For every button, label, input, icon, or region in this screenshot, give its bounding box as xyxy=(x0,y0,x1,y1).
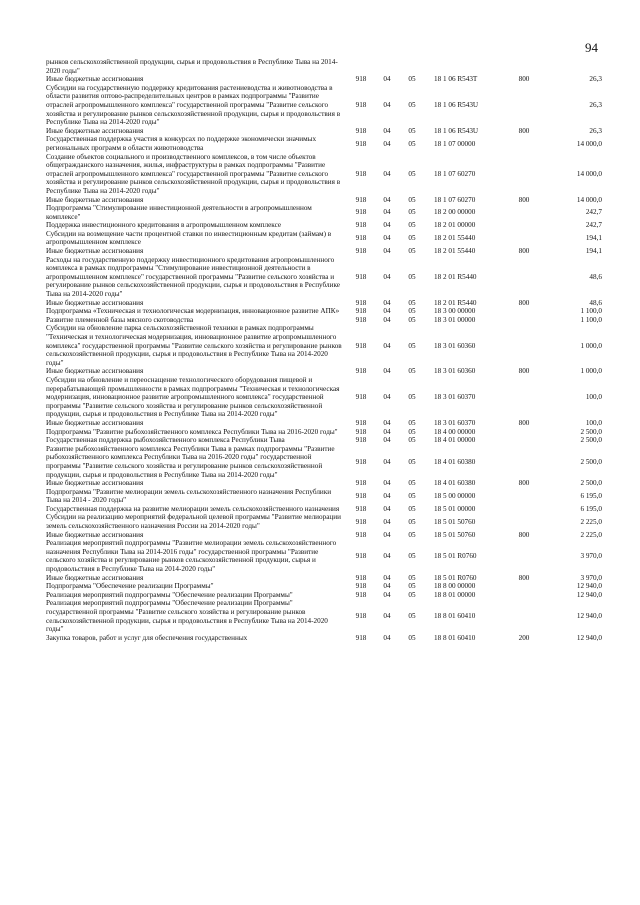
table-row xyxy=(46,574,602,583)
row-description: Иные бюджетные ассигнования xyxy=(46,573,144,582)
cell-amount: 2 225,0 xyxy=(580,517,602,526)
cell-amount: 194,1 xyxy=(585,247,602,256)
table-row xyxy=(46,513,602,530)
cell-target-article: 18 3 01 60370 xyxy=(434,418,476,427)
cell-amount: 1 000,0 xyxy=(580,367,602,376)
cell-target-article: 18 1 07 60270 xyxy=(434,169,476,178)
cell-target-article: 18 8 01 60410 xyxy=(434,633,476,642)
table-row xyxy=(46,127,602,136)
cell-subsection: 05 xyxy=(408,517,416,526)
row-description: Создание объектов социального и производственного комплексов, в том числе объектов общегражданского назначения, жилья, инфраструктуры в рамках подпрограммы "Развитие отраслей агропромышленного комплекса" государственной программы "Развитие сельского хозяйства и регулирование рынков сельскохозяйственной продукции, сырья и продовольствия в Республике Тыва на 2014-2020 годы" xyxy=(46,152,341,195)
row-description: Развитие рыбохозяйственного комплекса Республики Тыва в рамках подпрограммы "Развитие рыбохозяйственного комплекса Республики Тыва на 2016-2020 годы" государственной программы "Развитие сельского хозяйства и регулирование рынков сельскохозяйственной продукции, сырья и продовольствия в Республике Тыва на 2014-2020 годы" xyxy=(46,444,335,479)
cell-ministry-code: 918 xyxy=(355,341,367,350)
cell-expense-type: 800 xyxy=(518,573,530,582)
cell-section: 04 xyxy=(383,590,391,599)
table-row xyxy=(46,135,602,152)
cell-expense-type: 800 xyxy=(518,126,530,135)
cell-ministry-code: 918 xyxy=(355,612,367,621)
row-description: Государственная поддержка на развитие мелиорации земель сельскохозяйственного назначения xyxy=(46,504,340,513)
budget-table xyxy=(46,58,602,642)
cell-ministry-code: 918 xyxy=(355,315,367,324)
cell-amount: 26,3 xyxy=(589,100,602,109)
cell-amount: 242,7 xyxy=(585,208,602,217)
cell-section: 04 xyxy=(383,418,391,427)
cell-amount: 14 000,0 xyxy=(576,169,602,178)
cell-ministry-code: 918 xyxy=(355,436,367,445)
row-description: Субсидии на государственную поддержку кредитования растениеводства и животноводства в области развития оптово-распределительных центров в рамках подпрограммы "Развитие отраслей агропромышленного комплекса" государственной программы "Развитие сельского хозяйства и регулирование рынков сельскохозяйственной продукции, сырья и продовольствия в Республике Тыва на 2014-2020 годы" xyxy=(46,83,341,127)
table-row xyxy=(46,505,602,514)
cell-target-article: 18 1 06 R543T xyxy=(434,75,478,84)
cell-ministry-code: 918 xyxy=(355,582,367,591)
cell-ministry-code: 918 xyxy=(355,100,367,109)
cell-ministry-code: 918 xyxy=(355,517,367,526)
cell-amount: 48,6 xyxy=(589,272,602,281)
table-row xyxy=(46,599,602,633)
cell-section: 04 xyxy=(383,427,391,436)
cell-amount: 12 940,0 xyxy=(576,633,602,642)
cell-subsection: 05 xyxy=(408,530,416,539)
cell-target-article: 18 5 01 R0760 xyxy=(434,552,477,561)
cell-expense-type: 800 xyxy=(518,530,530,539)
cell-ministry-code: 918 xyxy=(355,195,367,204)
table-row xyxy=(46,75,602,84)
cell-ministry-code: 918 xyxy=(355,530,367,539)
cell-section: 04 xyxy=(383,234,391,243)
cell-section: 04 xyxy=(383,100,391,109)
cell-amount: 3 970,0 xyxy=(580,552,602,561)
cell-subsection: 05 xyxy=(408,208,416,217)
cell-subsection: 05 xyxy=(408,582,416,591)
cell-section: 04 xyxy=(383,457,391,466)
cell-amount: 2 500,0 xyxy=(580,479,602,488)
cell-ministry-code: 918 xyxy=(355,221,367,230)
cell-target-article: 18 8 01 60410 xyxy=(434,612,476,621)
cell-subsection: 05 xyxy=(408,272,416,281)
cell-amount: 194,1 xyxy=(585,234,602,243)
cell-amount: 2 500,0 xyxy=(580,436,602,445)
cell-amount: 26,3 xyxy=(589,126,602,135)
cell-ministry-code: 918 xyxy=(355,298,367,307)
row-description: Подпрограмма "Развитие мелиорации земель сельскохозяйственного назначения Республики Тыва на 2014 - 2020 годы" xyxy=(46,487,332,505)
cell-subsection: 05 xyxy=(408,479,416,488)
cell-section: 04 xyxy=(383,436,391,445)
row-description: Иные бюджетные ассигнования xyxy=(46,418,144,427)
cell-amount: 2 225,0 xyxy=(580,530,602,539)
cell-subsection: 05 xyxy=(408,315,416,324)
cell-ministry-code: 918 xyxy=(355,573,367,582)
table-row xyxy=(46,634,602,643)
row-description: Иные бюджетные ассигнования xyxy=(46,367,144,376)
cell-section: 04 xyxy=(383,298,391,307)
cell-ministry-code: 918 xyxy=(355,393,367,402)
cell-section: 04 xyxy=(383,75,391,84)
cell-expense-type: 800 xyxy=(518,298,530,307)
table-row xyxy=(46,204,602,221)
row-description: Подпрограмма "Развитие рыбохозяйственного комплекса Республики Тыва на 2016-2020 годы" xyxy=(46,427,338,436)
cell-section: 04 xyxy=(383,612,391,621)
cell-section: 04 xyxy=(383,573,391,582)
table-row xyxy=(46,58,602,75)
row-description: Иные бюджетные ассигнования xyxy=(46,247,144,256)
table-row xyxy=(46,436,602,445)
cell-amount: 1 100,0 xyxy=(580,315,602,324)
cell-amount: 12 940,0 xyxy=(576,590,602,599)
cell-subsection: 05 xyxy=(408,427,416,436)
cell-subsection: 05 xyxy=(408,393,416,402)
cell-ministry-code: 918 xyxy=(355,75,367,84)
table-row xyxy=(46,539,602,573)
row-description: Реализация мероприятий подпрограммы "Развитие мелиорации земель сельскохозяйственного назначения Республики Тыва на 2014-2016 годы" государственной программы "Развитие сельского хозяйства и регулирование рынков сельскохозяйственной продукции, сырья и продовольствия в Республике Тыва на 2014-2020 годы" xyxy=(46,539,337,574)
cell-expense-type: 800 xyxy=(518,418,530,427)
table-row xyxy=(46,531,602,540)
cell-target-article: 18 1 06 R543U xyxy=(434,126,479,135)
cell-amount: 12 940,0 xyxy=(576,582,602,591)
cell-section: 04 xyxy=(383,504,391,513)
cell-section: 04 xyxy=(383,552,391,561)
table-row xyxy=(46,221,602,230)
table-row xyxy=(46,591,602,600)
cell-section: 04 xyxy=(383,517,391,526)
cell-ministry-code: 918 xyxy=(355,633,367,642)
cell-section: 04 xyxy=(383,393,391,402)
row-description: Субсидии на обновление парка сельскохозяйственной техники в рамках подпрограммы "Техническая и технологическая модернизация, инновационное развитие агропромышленного комплекса" государственной программы "Развитие сельского хозяйства и регулирование рынков сельскохозяйственной продукции, сырья и продовольствия в Республике Тыва на 2014-2020 годы" xyxy=(46,324,342,367)
page-number: 94 xyxy=(585,40,598,55)
cell-section: 04 xyxy=(383,195,391,204)
cell-subsection: 05 xyxy=(408,612,416,621)
row-description: Иные бюджетные ассигнования xyxy=(46,479,144,488)
cell-ministry-code: 918 xyxy=(355,504,367,513)
cell-amount: 1 000,0 xyxy=(580,341,602,350)
cell-target-article: 18 5 01 50760 xyxy=(434,517,476,526)
table-row xyxy=(46,324,602,367)
cell-subsection: 05 xyxy=(408,221,416,230)
cell-amount: 100,0 xyxy=(585,418,602,427)
cell-subsection: 05 xyxy=(408,436,416,445)
cell-target-article: 18 3 00 00000 xyxy=(434,307,476,316)
cell-ministry-code: 918 xyxy=(355,590,367,599)
cell-amount: 6 195,0 xyxy=(580,504,602,513)
cell-ministry-code: 918 xyxy=(355,234,367,243)
row-description: Подпрограмма "Стимулирование инвестиционной деятельности в агропромышленном комплексе" xyxy=(46,204,312,221)
row-description: Иные бюджетные ассигнования xyxy=(46,530,144,539)
cell-target-article: 18 4 00 00000 xyxy=(434,427,476,436)
cell-expense-type: 800 xyxy=(518,75,530,84)
table-row xyxy=(46,316,602,325)
cell-target-article: 18 5 01 00000 xyxy=(434,504,476,513)
cell-target-article: 18 2 01 R5440 xyxy=(434,298,477,307)
table-row xyxy=(46,445,602,479)
cell-amount: 14 000,0 xyxy=(576,139,602,148)
cell-target-article: 18 3 01 00000 xyxy=(434,315,476,324)
row-description: Расходы на государственную поддержку инвестиционного кредитования агропромышленного комплекса в рамках подпрограммы "Стимулирование инвестиционной деятельности в агропромышленном комплексе" государственной программы "Развитие сельского хозяйства и регулирование рынков сельскохозяйственной продукции, сырья и продовольствия в Республике Тыва на 2014-2020 годы" xyxy=(46,255,340,299)
cell-section: 04 xyxy=(383,315,391,324)
cell-subsection: 05 xyxy=(408,418,416,427)
cell-ministry-code: 918 xyxy=(355,427,367,436)
cell-target-article: 18 1 07 00000 xyxy=(434,139,476,148)
cell-expense-type: 800 xyxy=(518,367,530,376)
row-description: Субсидии на реализацию мероприятий федеральной целевой программы "Развитие мелиорации земель сельскохозяйственного назначения России на 2014-2020 годы" xyxy=(46,513,341,531)
cell-target-article: 18 2 01 00000 xyxy=(434,221,476,230)
cell-subsection: 05 xyxy=(408,552,416,561)
cell-expense-type: 800 xyxy=(518,479,530,488)
cell-ministry-code: 918 xyxy=(355,552,367,561)
cell-subsection: 05 xyxy=(408,504,416,513)
cell-ministry-code: 918 xyxy=(355,247,367,256)
row-description: Государственная поддержка участия в конкурсах по поддержке экономически значимых региональных программ в области животноводства xyxy=(46,135,317,152)
row-description: Иные бюджетные ассигнования xyxy=(46,75,144,84)
cell-section: 04 xyxy=(383,582,391,591)
cell-expense-type: 200 xyxy=(518,633,530,642)
cell-ministry-code: 918 xyxy=(355,126,367,135)
cell-section: 04 xyxy=(383,479,391,488)
cell-ministry-code: 918 xyxy=(355,367,367,376)
cell-subsection: 05 xyxy=(408,298,416,307)
cell-subsection: 05 xyxy=(408,341,416,350)
cell-section: 04 xyxy=(383,307,391,316)
row-description: Поддержка инвестиционного кредитования в агропромышленном комплексе xyxy=(46,221,282,230)
cell-section: 04 xyxy=(383,272,391,281)
cell-ministry-code: 918 xyxy=(355,307,367,316)
cell-amount: 2 500,0 xyxy=(580,457,602,466)
row-description: Реализация мероприятий подпрограммы "Обеспечение реализации Программы" xyxy=(46,590,293,599)
table-row xyxy=(46,196,602,205)
table-row xyxy=(46,153,602,196)
table-row xyxy=(46,376,602,419)
cell-section: 04 xyxy=(383,530,391,539)
cell-subsection: 05 xyxy=(408,247,416,256)
cell-expense-type: 800 xyxy=(518,195,530,204)
cell-subsection: 05 xyxy=(408,139,416,148)
cell-ministry-code: 918 xyxy=(355,479,367,488)
cell-ministry-code: 918 xyxy=(355,457,367,466)
cell-section: 04 xyxy=(383,208,391,217)
cell-amount: 48,6 xyxy=(589,298,602,307)
row-description: Иные бюджетные ассигнования xyxy=(46,195,144,204)
cell-target-article: 18 2 01 55440 xyxy=(434,247,476,256)
cell-subsection: 05 xyxy=(408,100,416,109)
cell-target-article: 18 3 01 60360 xyxy=(434,341,476,350)
table-row xyxy=(46,419,602,428)
cell-target-article: 18 4 01 60380 xyxy=(434,479,476,488)
row-description: Подпрограмма «Техническая и технологическая модернизация, инновационное развитие АПК» xyxy=(46,307,340,316)
table-row xyxy=(46,367,602,376)
cell-target-article: 18 1 07 60270 xyxy=(434,195,476,204)
cell-ministry-code: 918 xyxy=(355,139,367,148)
table-row xyxy=(46,307,602,316)
cell-expense-type: 800 xyxy=(518,247,530,256)
row-description: рынков сельскохозяйственной продукции, сырья и продовольствия в Республике Тыва на 2014-2020 годы" xyxy=(46,58,338,75)
cell-amount: 3 970,0 xyxy=(580,573,602,582)
cell-amount: 12 940,0 xyxy=(576,612,602,621)
cell-subsection: 05 xyxy=(408,573,416,582)
cell-subsection: 05 xyxy=(408,75,416,84)
cell-section: 04 xyxy=(383,341,391,350)
table-row xyxy=(46,230,602,247)
cell-section: 04 xyxy=(383,221,391,230)
cell-target-article: 18 1 06 R543U xyxy=(434,100,479,109)
cell-ministry-code: 918 xyxy=(355,208,367,217)
cell-target-article: 18 5 00 00000 xyxy=(434,491,476,500)
cell-subsection: 05 xyxy=(408,307,416,316)
row-description: Реализация мероприятий подпрограммы "Обеспечение реализации Программы" государственной программы "Развитие сельского хозяйства и регулирование рынков сельскохозяйственной продукции, сырья и продовольствия в Республике Тыва на 2014-2020 годы" xyxy=(46,599,328,634)
row-description: Государственная поддержка рыбохозяйственного комплекса Республики Тыва xyxy=(46,436,285,445)
cell-section: 04 xyxy=(383,126,391,135)
cell-section: 04 xyxy=(383,169,391,178)
cell-ministry-code: 918 xyxy=(355,272,367,281)
cell-section: 04 xyxy=(383,491,391,500)
cell-section: 04 xyxy=(383,247,391,256)
cell-amount: 100,0 xyxy=(585,393,602,402)
cell-subsection: 05 xyxy=(408,633,416,642)
table-row xyxy=(46,479,602,488)
row-description: Подпрограмма "Обеспечение реализации Программы" xyxy=(46,582,214,591)
cell-subsection: 05 xyxy=(408,234,416,243)
cell-amount: 2 500,0 xyxy=(580,427,602,436)
cell-ministry-code: 918 xyxy=(355,418,367,427)
row-description: Иные бюджетные ассигнования xyxy=(46,298,144,307)
cell-section: 04 xyxy=(383,139,391,148)
cell-ministry-code: 918 xyxy=(355,169,367,178)
cell-ministry-code: 918 xyxy=(355,491,367,500)
cell-target-article: 18 4 01 00000 xyxy=(434,436,476,445)
cell-subsection: 05 xyxy=(408,457,416,466)
table-row xyxy=(46,84,602,127)
row-description: Субсидии на возмещение части процентной ставки по инвестиционным кредитам (займам) в агропромышленном комплексе xyxy=(46,229,332,247)
table-row xyxy=(46,488,602,505)
cell-target-article: 18 5 01 50760 xyxy=(434,530,476,539)
cell-subsection: 05 xyxy=(408,195,416,204)
table-row xyxy=(46,582,602,591)
cell-amount: 26,3 xyxy=(589,75,602,84)
cell-target-article: 18 8 00 00000 xyxy=(434,582,476,591)
cell-target-article: 18 8 01 00000 xyxy=(434,590,476,599)
cell-amount: 1 100,0 xyxy=(580,307,602,316)
cell-section: 04 xyxy=(383,367,391,376)
row-description: Иные бюджетные ассигнования xyxy=(46,126,144,135)
cell-subsection: 05 xyxy=(408,491,416,500)
table-row xyxy=(46,256,602,299)
cell-subsection: 05 xyxy=(408,169,416,178)
row-description: Субсидии на обновление и переоснащение технологического оборудования пищевой и перерабатывающей промышленности в рамках подпрограммы "Техническая и технологическая модернизация, инновационное развитие агропромышленного комплекса" государственной программы "Развитие сельского хозяйства и регулирование рынков сельскохозяйственной продукции, сырья и продовольствия в Республике Тыва на 2014-2020 годы" xyxy=(46,375,340,419)
cell-subsection: 05 xyxy=(408,590,416,599)
cell-amount: 14 000,0 xyxy=(576,195,602,204)
cell-target-article: 18 5 01 R0760 xyxy=(434,573,477,582)
table-row xyxy=(46,428,602,437)
table-row xyxy=(46,299,602,308)
cell-amount: 6 195,0 xyxy=(580,491,602,500)
row-description: Развитие племенной базы мясного скотоводства xyxy=(46,315,194,324)
cell-target-article: 18 4 01 60380 xyxy=(434,457,476,466)
row-description: Закупка товаров, работ и услуг для обеспечения государственных xyxy=(46,633,248,642)
cell-section: 04 xyxy=(383,633,391,642)
cell-target-article: 18 2 01 55440 xyxy=(434,234,476,243)
cell-target-article: 18 2 01 R5440 xyxy=(434,272,477,281)
cell-target-article: 18 3 01 60360 xyxy=(434,367,476,376)
cell-subsection: 05 xyxy=(408,126,416,135)
cell-target-article: 18 2 00 00000 xyxy=(434,208,476,217)
cell-target-article: 18 3 01 60370 xyxy=(434,393,476,402)
cell-amount: 242,7 xyxy=(585,221,602,230)
cell-subsection: 05 xyxy=(408,367,416,376)
table-row xyxy=(46,247,602,256)
